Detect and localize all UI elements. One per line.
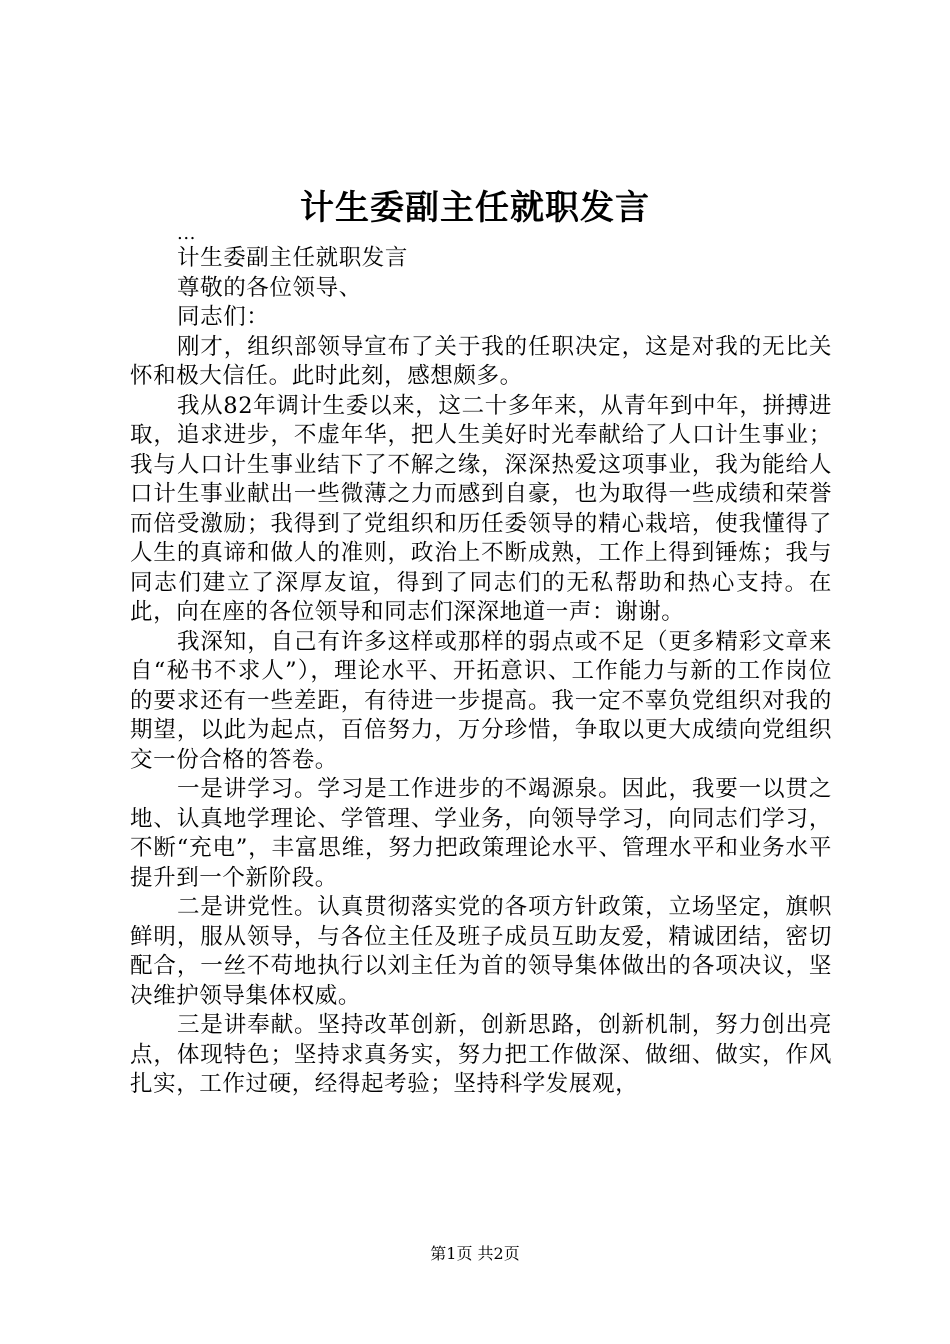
paragraph-heading: 计生委副主任就职发言 xyxy=(177,245,409,271)
paragraph-salutation: 尊敬的各位领导、 xyxy=(177,274,362,301)
paragraph-dedication: 三是讲奉献。坚持改革创新，创新思路，创新机制，努力创出亮点，体现特色；坚持求真务实，努力把工作做深、做细、做实，作风扎实，工作过硬，经得起考验；坚持科学发展观， xyxy=(130,1012,832,1097)
document-body xyxy=(130,223,832,1100)
document-title: 计生委副主任就职发言 xyxy=(300,188,650,228)
paragraph-learning: 一是讲学习。学习是工作进步的不竭源泉。因此，我要一以贯之地、认真地学理论、学管理、学业务，向领导学习，向同志们学习，不断“充电”，丰富思维，努力把政策理论水平、管理水平和业务水平提升到一个新阶段。 xyxy=(130,776,832,891)
paragraph-salutation-2: 同志们： xyxy=(177,304,270,330)
page-number-footer: 第1页 共2页 xyxy=(430,1244,520,1263)
paragraph-opening: 刚才，组织部领导宣布了关于我的任职决定，这是对我的无比关怀和极大信任。此时此刻，感想颇多。 xyxy=(130,333,832,389)
paragraph-shortcomings: 我深知，自己有许多这样或那样的弱点或不足（更多精彩文章来自“秘书不求人”），理论水平、开拓意识、工作能力与新的工作岗位的要求还有一些差距，有待进一步提高。我一定不辜负党组织对我的期望，以此为起点，百倍努力，万分珍惜，争取以更大成绩向党组织交一份合格的答卷。 xyxy=(130,628,832,773)
ellipsis-marker: ... xyxy=(177,223,196,244)
paragraph-career: 我从82年调计生委以来，这二十多年来，从青年到中年，拼搏进取，追求进步，不虚年华，把人生美好时光奉献给了人口计生事业；我与人口计生事业结下了不解之缘，深深热爱这项事业，我为能给人口计生事业献出一些微薄之力而感到自豪，也为取得一些成绩和荣誉而倍受激励；我得到了党组织和历任委领导的精心栽培，使我懂得了人生的真谛和做人的准则，政治上不断成熟，工作上得到锤炼；我与同志们建立了深厚友谊，得到了同志们的无私帮助和热心支持。在此，向在座的各位领导和同志们深深地道一声：谢谢。 xyxy=(130,392,832,625)
paragraph-party-spirit: 二是讲党性。认真贯彻落实党的各项方针政策，立场坚定，旗帜鲜明，服从领导，与各位主任及班子成员互助友爱，精诚团结，密切配合，一丝不苟地执行以刘主任为首的领导集体做出的各项决议，坚决维护领导集体权威。 xyxy=(130,894,832,1009)
